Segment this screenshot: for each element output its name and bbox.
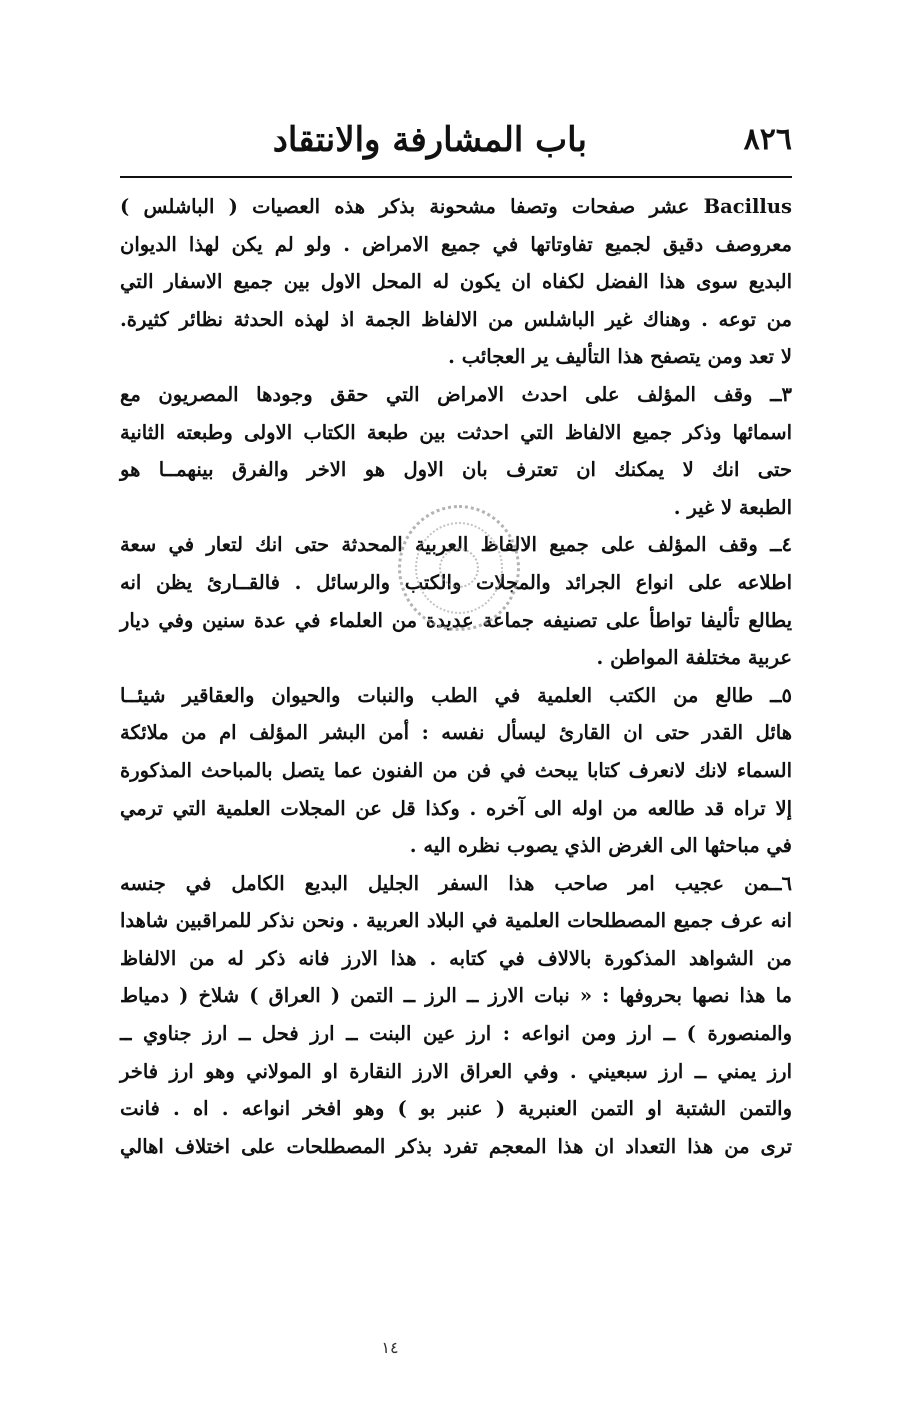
text-line: ترى من هذا التعداد ان هذا المعجم تفرد بذكر المصطلحات على اختلاف اهالي	[120, 1134, 792, 1158]
text-line: الطبعة لا غير .	[673, 495, 792, 519]
text-line: اسمائها وذكر جميع الالفاظ التي احدثت بين طبعة الكتاب الاولى وطبعته الثانية	[120, 420, 792, 444]
text-line: هائل القدر حتى ان القارئ ليسأل نفسه : أمن البشر المؤلف ام من ملائكة	[120, 721, 792, 745]
text-line: ما هذا نصها بحروفها : « نبات الارز ــ الرز ــ التمن ( العراق ) شلاخ ( دمياط	[120, 984, 792, 1008]
text-line: ٥ــ طالع من الكتب العلمية في الطب والنبات والحيوان والعقاقير شيئــا	[120, 683, 792, 707]
signature-mark: ١٤	[381, 1338, 399, 1357]
text-line: ٤ــ وقف المؤلف على جميع الالفاظ العربية المحدثة حتى انك لتعار في سعة	[120, 533, 792, 557]
page-header	[120, 118, 792, 174]
text-line: من الشواهد المذكورة بالالاف في كتابه . هذا الارز فانه ذكر له من الالفاظ	[120, 946, 792, 970]
text-line: من توعه . وهناك غير الباشلس من الالفاظ الجمة اذ لهذه الحدثة نظائر كثيرة.	[120, 307, 792, 331]
library-stamp-watermark	[398, 505, 520, 631]
text-line: ٣ــ وقف المؤلف على احدث الامراض التي حقق وجودها المصريون مع	[120, 382, 792, 406]
text-line: البديع سوى هذا الفضل لكفاه ان يكون له المحل الاول بين جميع الاسفار التي	[120, 270, 792, 294]
running-title: باب المشارفة والانتقاد	[272, 120, 587, 160]
body-text	[120, 188, 792, 1165]
text-line: في مباحثها الى الغرض الذي يصوب نظره اليه .	[409, 834, 792, 858]
page-number: ٨٢٦	[743, 122, 792, 157]
text-line: ٦ــمن عجيب امر صاحب هذا السفر الجليل البديع الكامل في جنسه	[120, 871, 792, 895]
text-line: والتمن الشتبة او التمن العنبرية ( عنبر بو ) وهو افخر انواعه . اه . فانت	[120, 1097, 792, 1121]
text-line: انه عرف جميع المصطلحات العلمية في البلاد العربية . ونحن نذكر للمراقبين شاهدا	[120, 909, 792, 933]
text-line: والمنصورة ) ــ ارز ومن انواعه : ارز عين البنت ــ ارز فحل ــ ارز جناوي ــ	[120, 1022, 792, 1046]
text-line: اطلاعه على انواع الجرائد والمجلات والكتب والرسائل . فالقــارئ يظن انه	[120, 570, 792, 594]
text-line: يطالع تأليفا تواطأ على تصنيفه جماعة عديدة من العلماء في عدة سنين وفي ديار	[120, 608, 792, 632]
text-line: Bacillus عشر صفحات وتصفا مشحونة بذكر هذه العصيات ( الباشلس )	[120, 195, 792, 218]
header-rule	[120, 176, 792, 178]
text-line: حتى انك لا يمكنك ان تعترف بان الاول هو الاخر والفرق بينهمــا هو	[120, 458, 792, 482]
text-line: لا تعد ومن يتصفح هذا التأليف ير العجائب .	[448, 345, 792, 369]
text-line: إلا تراه قد طالعه من اوله الى آخره . وكذا قل عن المجلات العلمية التي ترمي	[120, 796, 792, 820]
text-line: عربية مختلفة المواطن .	[596, 646, 792, 670]
text-line: معروصف دقيق لجميع تفاوتاتها في جميع الامراض . ولو لم يكن لهذا الديوان	[120, 232, 792, 256]
text-line: ارز يمني ــ ارز سبعيني . وفي العراق الارز النقارة او المولاني وهو ارز فاخر	[120, 1059, 792, 1083]
text-line: السماء لانك لانعرف كتابا يبحث في فن من الفنون عما يتصل بالمباحث المذكورة	[120, 758, 792, 782]
